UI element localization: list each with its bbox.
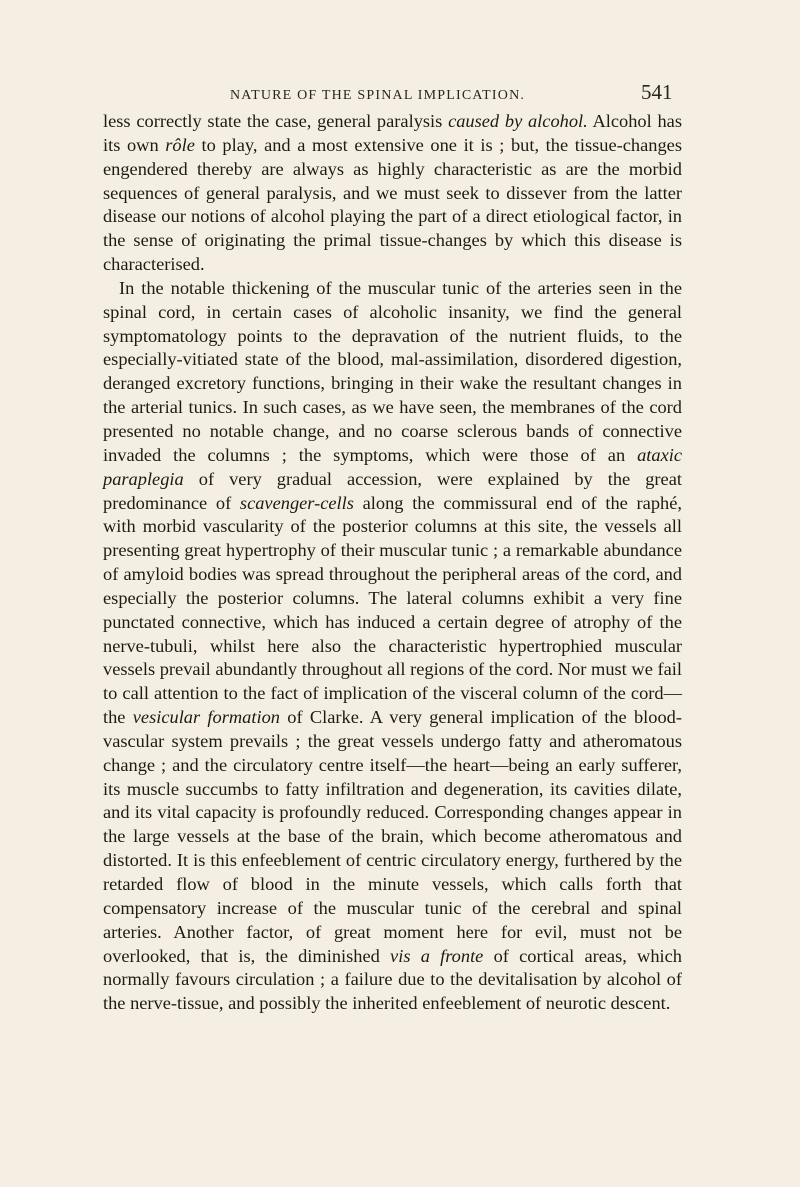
body-text xyxy=(103,110,682,1016)
text-run: of very gradual accession, were explained by the great predominance of xyxy=(103,468,682,513)
paragraph-1 xyxy=(103,110,682,277)
page-number: 541 xyxy=(641,80,673,104)
text-run: along the commissural end of the raphé, with morbid vascularity of the posterior columns at this site, the vessels all presenting great hypertrophy of their muscular tunic ; a remarkable abundance of amyloid bodies was spread throughout the peripheral areas of the cord, and especially the posterior columns. The lateral columns exhibit a very fine punctated connective, which has induced a certain degree of atrophy of the nerve-tubuli, whilst here also the characteristic hypertrophied muscular vessels prevail abundantly throughout all regions of the cord. Nor must we fail to call attention to the fact of implication of the visceral column of the cord—the xyxy=(103,492,682,728)
text-run: In the notable thickening of the muscular tunic of the arteries seen in the spinal cord, in certain cases of alcoholic insanity, we find the general symptomatology points to the depravation of the nutrient fluids, to the especially-vitiated state of the blood, mal-assimilation, disordered digestion, deranged excretory functions, bringing in their wake the resultant changes in the arterial tunics. In such cases, as we have seen, the membranes of the cord presented no notable change, and no coarse sclerous bands of connective invaded the columns ; the symptoms, which were those of an xyxy=(103,277,682,465)
text-run: of Clarke. A very general implication of the blood-vascular system prevails ; the great vessels undergo fatty and atheromatous change ; and the circulatory centre itself—the heart—being an early sufferer, its muscle succumbs to fatty infiltration and degeneration, its cavities dilate, and its vital capacity is profoundly reduced. Corresponding changes appear in the large vessels at the base of the brain, which become atheromatous and distorted. It is this enfeeblement of centric circulatory energy, furthered by the retarded flow of blood in the minute vessels, which calls forth that compensatory increase of the muscular tunic of the cerebral and spinal arteries. Another factor, of great moment here for evil, must not be overlooked, that is, the diminished xyxy=(103,707,682,966)
text-run: less correctly state the case, general paralysis xyxy=(103,111,449,131)
text-run: of cortical areas, which normally favours circulation ; a failure due to the devitalisation by alcohol of the nerve-tissue, and possibly the inherited enfeeblement of neurotic descent. xyxy=(103,945,682,1014)
paragraph-2 xyxy=(103,277,682,1016)
italic-phrase: rôle xyxy=(165,134,195,155)
italic-phrase: scavenger-cells xyxy=(239,492,354,513)
italic-phrase: ataxic paraplegia xyxy=(103,444,682,489)
running-head: NATURE OF THE SPINAL IMPLICATION. xyxy=(230,88,526,103)
italic-phrase: caused by alcohol. xyxy=(448,111,588,131)
italic-phrase: vesicular formation xyxy=(132,707,280,728)
text-run: Alcohol has its own xyxy=(103,111,682,155)
text-run: to play, and a most extensive one it is ; but, the tissue-changes engendered thereby are always as highly characteristic as are the morbid sequences of general paralysis, and we must seek to dissever from the latter disease our notions of alcohol playing the part of a direct etiological factor, in the sense of originating the primal tissue-changes by which this disease is characterised. xyxy=(103,134,682,275)
italic-phrase: vis a fronte xyxy=(390,945,484,966)
